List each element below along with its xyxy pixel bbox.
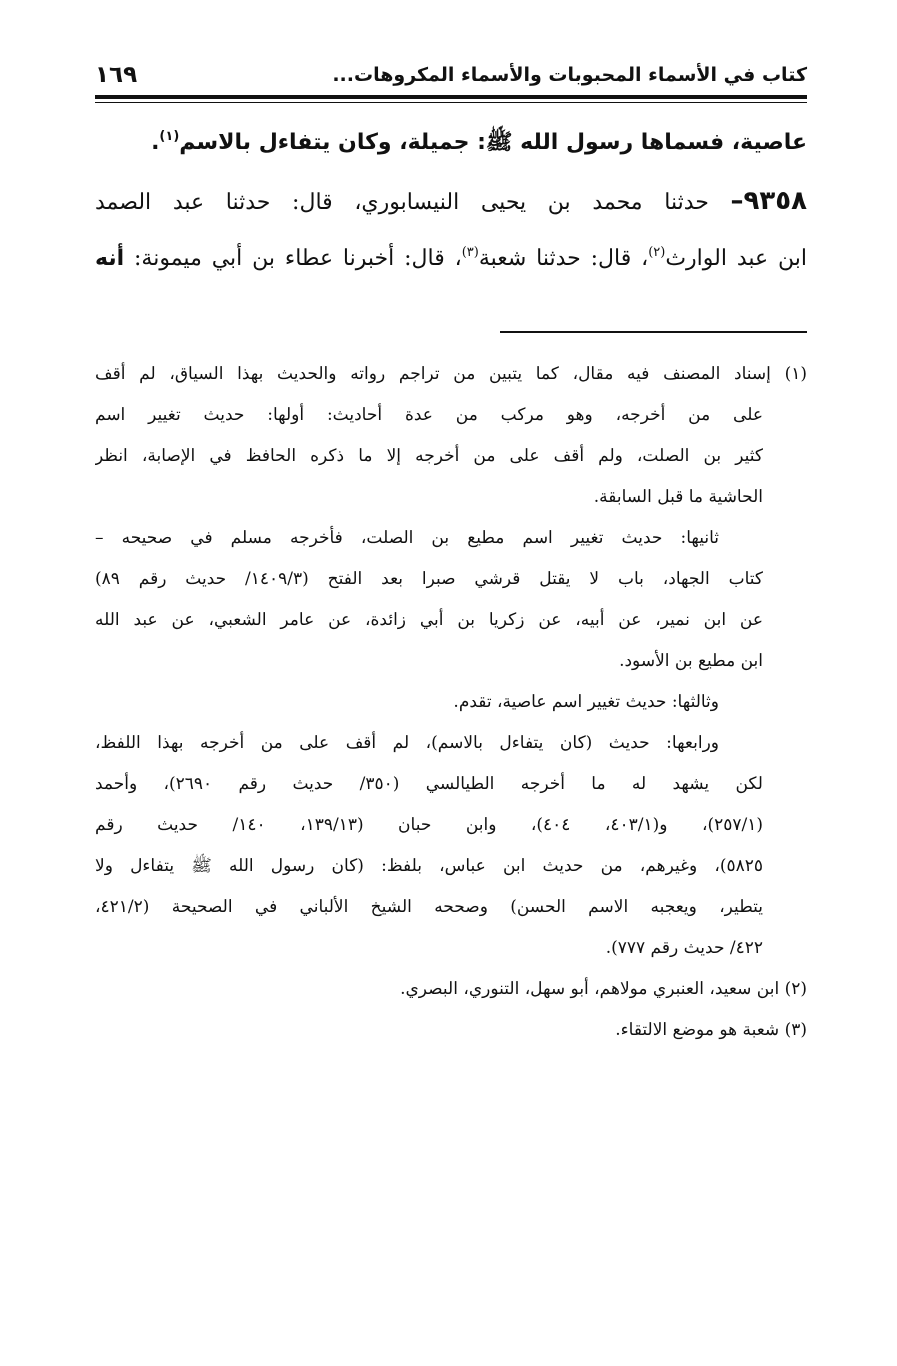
footnote-1-line: وثالثها: حديث تغيير اسم عاصية، تقدم. [453, 692, 719, 712]
main-line-1-text: عاصية، فسماها رسول الله ﷺ: جميلة، وكان يتفاءل بالاسم [179, 130, 807, 155]
footnote-1-line: الحاشية ما قبل السابقة. [593, 487, 763, 507]
running-title: كتاب في الأسماء المحبوبات والأسماء المكروهات... [332, 64, 807, 86]
footnote-1-line: كثير بن الصلت، ولم أقف على من أخرجه إلا ما ذكره الحافظ في الإصابة، انظر [95, 446, 763, 466]
footnote-separator [500, 331, 807, 333]
footnote-1-line: ٥٨٢٥)، وغيرهم، من حديث ابن عباس، بلفظ: (كان رسول الله ﷺ يتفاءل ولا [95, 856, 763, 876]
footnote-1-line: لكن يشهد له ما أخرجه الطيالسي (٣٥٠/ حديث رقم ٢٦٩٠)، وأحمد [95, 774, 763, 794]
footnote-1-line: (٢٥٧/١)، و(٤٠٣/١، ٤٠٤)، وابن حبان (١٣٩/١٣، ١٤٠/ حديث رقم [95, 815, 764, 835]
main-line-2 [95, 172, 807, 230]
main-line-1-end: . [151, 130, 160, 155]
footnote-2: (٢) ابن سعيد، العنبري مولاهم، أبو سهل، التنوري، البصري. [400, 979, 807, 999]
main-line-2-text: حدثنا محمد بن يحيى النيسابوري، قال: حدثنا عبد الصمد [95, 190, 731, 215]
footnotes [95, 354, 807, 1051]
footnote-1-line: ثانيها: حديث تغيير اسم مطيع بن الصلت، فأخرجه مسلم في صحيحه – [95, 528, 719, 548]
footnote-1-line: يتطير، ويعجبه الاسم الحسن) وصححه الشيخ الألباني في الصحيحة (٤٢١/٢، [95, 897, 763, 917]
header-rule-thick [95, 95, 807, 99]
main-text [95, 114, 807, 288]
main-line-3-part1: ابن عبد الوارث [665, 246, 807, 271]
footnote-ref-1[interactable]: (١) [159, 129, 180, 144]
running-header [95, 62, 807, 94]
footnote-1-line: (١) إسناد المصنف فيه مقال، كما يتبين من تراجم رواته والحديث بهذا السياق، لم أقف [95, 364, 807, 384]
header-rule-thin [95, 102, 807, 103]
main-line-3-part3: ، قال: أخبرنا عطاء بن أبي ميمونة: [124, 246, 462, 271]
footnote-1-line: ابن مطيع بن الأسود. [619, 651, 763, 671]
footnote-ref-3[interactable]: (٣) [461, 245, 479, 260]
footnote-1-line: عن ابن نمير، عن أبيه، عن زكريا بن أبي زائدة، عن عامر الشعبي، عن عبد الله [95, 610, 763, 630]
main-line-3-part2: ، قال: حدثنا شعبة [478, 246, 649, 271]
main-line-3-bold-end: أنه [95, 246, 125, 271]
footnote-3: (٣) شعبة هو موضع الالتقاء. [615, 1020, 807, 1040]
footnote-1-line: ٤٢٢/ حديث رقم ٧٧٧). [605, 938, 763, 958]
footnote-1-line: ورابعها: حديث (كان يتفاءل بالاسم)، لم أقف على من أخرجه بهذا اللفظ، [95, 733, 719, 753]
footnote-1-line: كتاب الجهاد، باب لا يقتل قرشي صبرا بعد الفتح (١٤٠٩/٣/ حديث رقم ٨٩) [95, 569, 763, 589]
hadith-number: ٩٣٥٨– [730, 186, 807, 216]
footnote-ref-2[interactable]: (٢) [648, 245, 666, 260]
page-number: ١٦٩ [95, 62, 138, 88]
main-line-3 [95, 230, 807, 288]
footnote-1-line: على من أخرجه، وهو مركب من عدة أحاديث: أولها: حديث تغيير اسم [95, 405, 763, 425]
main-line-1 [95, 114, 807, 172]
